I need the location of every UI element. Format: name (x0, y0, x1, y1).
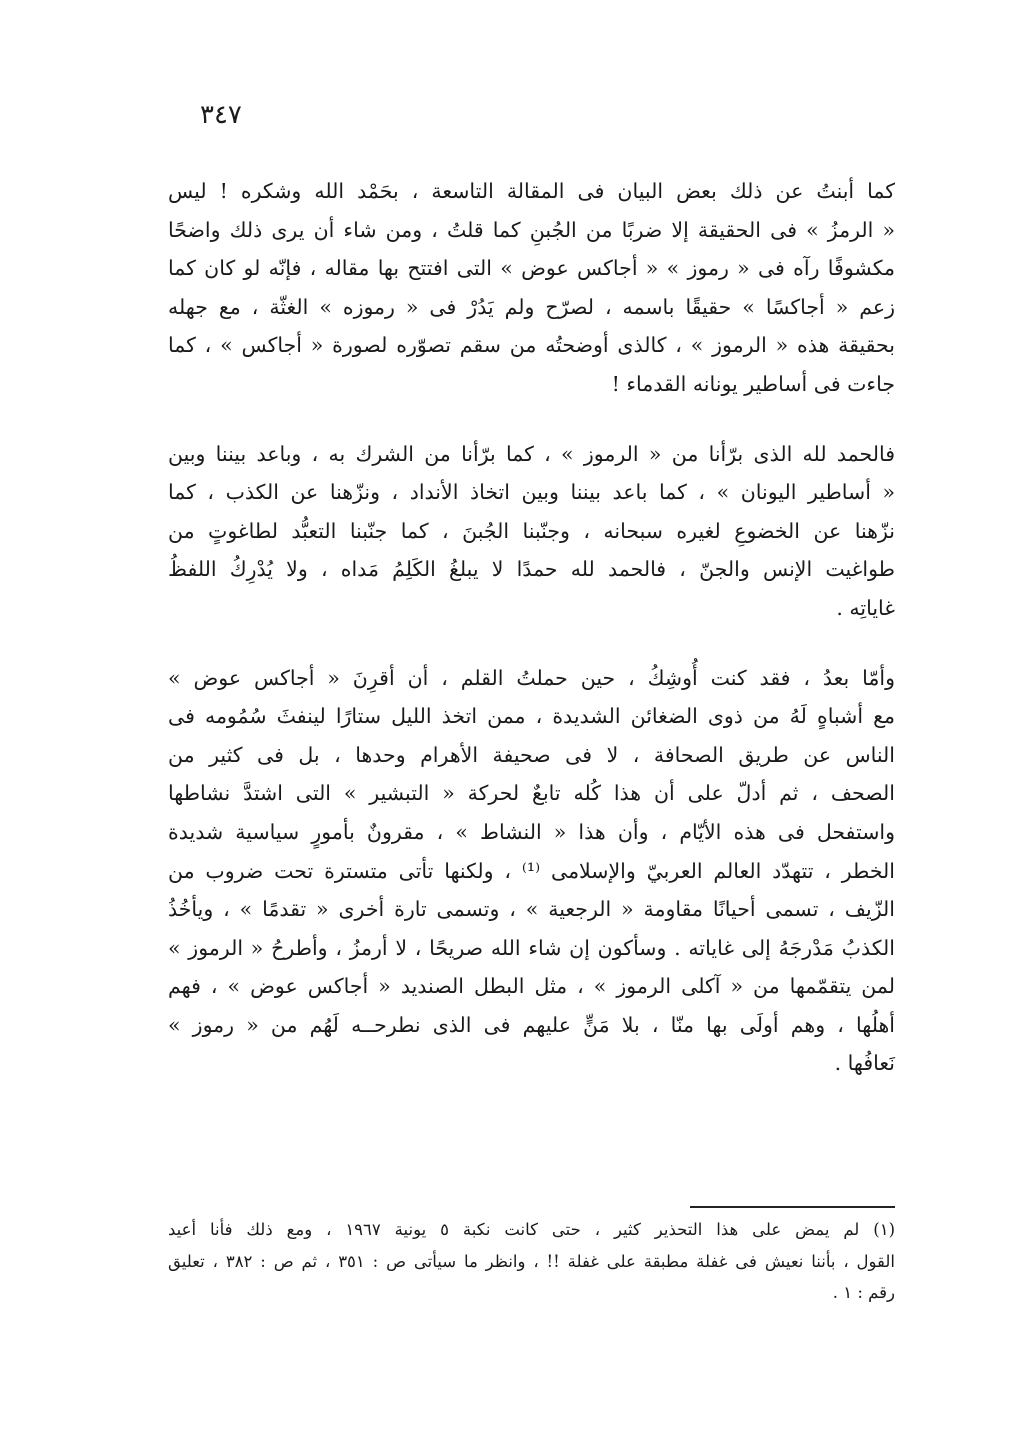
text-line: وأمّا بعدُ ، فقد كنت أُوشِكُ ، حين حملتُ القلم ، أن أقرِنَ « أجاكس عوض » (168, 665, 895, 690)
text-line: واستفحل فى هذه الأيّام ، وأن هذا « النشاط » ، مقرونٌ بأمورٍ سياسية شديدة (168, 819, 895, 844)
body-text (168, 172, 895, 1083)
footnotes (168, 1214, 895, 1309)
text-line: غاياتِه . (836, 595, 895, 620)
paragraph (168, 435, 895, 628)
text-line: كما أبنتُ عن ذلك بعض البيان فى المقالة التاسعة ، بحَمْد الله وشكره ! ليس (168, 179, 895, 203)
text-line: فالحمد لله الذى برّأنا من « الرموز » ، كما برّأنا من الشرك به ، وباعد بيننا وبين (168, 441, 895, 466)
footnote-divider (690, 1206, 895, 1208)
text-line: مكشوفًا رآه فى « رموز » « أجاكس عوض » التى افتتح بها مقاله ، فإنّه لو كان كما (168, 256, 895, 281)
text-line: الصحف ، ثم أدلّ على أن هذا كُله تابعٌ لحركة « التبشير » التى اشتدَّ نشاطها (168, 781, 895, 806)
footnote-line: رقم : ١ . (832, 1283, 895, 1302)
text-line: جاءت فى أساطير يونانه القدماء ! (611, 371, 895, 396)
text-line: نزّهنا عن الخضوعِ لغيره سبحانه ، وجنّبنا الجُبنَ ، كما جنّبنا التعبُّد لطاغوتٍ من (168, 518, 895, 543)
text-line: أهلُها ، وهم أولَى بها منّا ، بلا مَنٍّ عليهم فى الذى نطرحــه لَهُم من « رموز » (168, 1012, 895, 1037)
text-line: الناس عن طريق الصحافة ، لا فى صحيفة الأهرام وحدها ، بل فى كثير من (168, 742, 895, 767)
paragraph-gap (168, 628, 895, 659)
text-line: زعم « أجاكسًا » حقيقًا باسمه ، لصرّح ولم يَدُرْ فى « رموزه » الغثّة ، مع جهله (168, 294, 895, 319)
text-line: بحقيقة هذه « الرموز » ، كالذى أوضحتُه من سقم تصوّره لصورة « أجاكس » ، كما (168, 333, 895, 358)
text-line: لمن يتقمّمها من « آكلى الرموز » ، مثل البطل الصنديد « أجاكس عوض » ، فهم (168, 974, 895, 999)
text-line: طواغيت الإنس والجنّ ، فالحمد لله حمدًا لا يبلغُ الكَلِمُ مَداه ، ولا يُدْرِكُ اللفظُ (168, 557, 895, 582)
paragraph (168, 172, 895, 404)
text-line: الكذبُ مَدْرجَهُ إلى غاياته . وسأكون إن شاء الله صريحًا ، لا أرمزُ ، وأطرحُ « الرموز » (168, 935, 895, 960)
text-line: الزّيف ، تسمى أحيانًا مقاومة « الرجعية » ، وتسمى تارة أخرى « تقدمًا » ، ويأخُذُ (168, 897, 895, 922)
page-number: ٣٤٧ (200, 100, 242, 130)
footnote-line: (١) لم يمض على هذا التحذير كثير ، حتى كانت نكبة ٥ يونية ١٩٦٧ ، ومع ذلك فأنا أعيد (168, 1220, 895, 1239)
text-line: الخطر ، تتهدّد العالم العربيّ والإسلامى ⁽¹⁾ ، ولكنها تأتى متسترة تحت ضروب من (168, 858, 895, 883)
footnote-line: القول ، بأننا نعيش فى غفلة مطبقة على غفلة !! ، وانظر ما سيأتى ص : ٣٥١ ، ثم ص : ٣٨٢ ، تعليق (168, 1251, 896, 1271)
text-line: نَعافُها . (834, 1051, 895, 1076)
paragraph (168, 659, 895, 1084)
paragraph-gap (168, 404, 895, 435)
text-line: مع أشباهٍ لَهُ من ذوى الضغائن الشديدة ، ممن اتخذ الليل ستارًا لينفثَ سُمُومه فى (168, 704, 895, 729)
text-line: « الرمزُ » فى الحقيقة إلا ضربًا من الجُبنِ كما قلتُ ، ومن شاء أن يرى ذلك واضحًا (168, 217, 895, 242)
text-line: « أساطير اليونان » ، كما باعد بيننا وبين اتخاذ الأنداد ، ونزّهنا عن الكذب ، كما (168, 480, 895, 505)
